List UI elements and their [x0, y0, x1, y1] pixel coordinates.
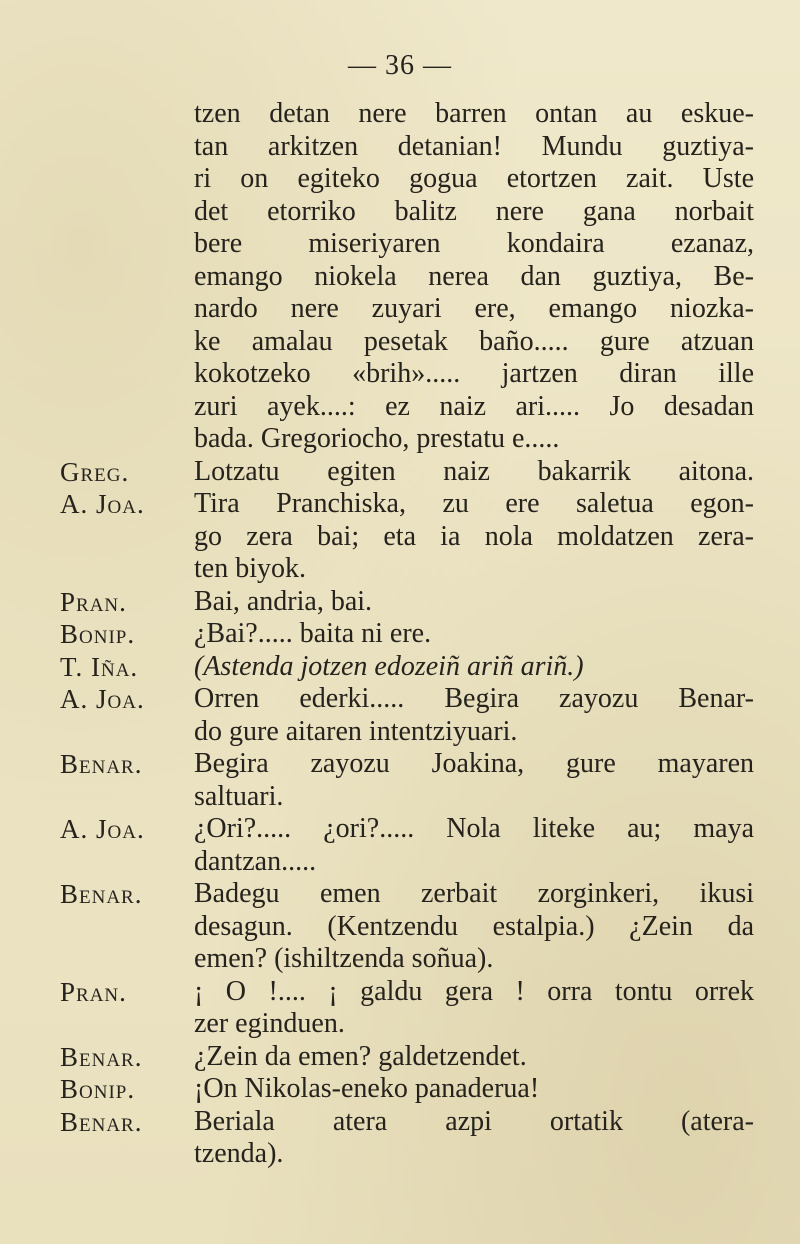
line-text: tan arkitzen detanian! Mundu guztiya-	[194, 130, 754, 162]
text-line	[60, 1138, 770, 1171]
text-line	[60, 846, 770, 879]
line-text: dantzan.....	[194, 845, 317, 877]
line-text: go zera bai; eta ia nola moldatzen zera-	[194, 520, 754, 552]
line-text: ¡ O !.... ¡ galdu gera ! orra tontu orrek	[194, 975, 754, 1007]
line-text: Bai, andria, bai.	[194, 585, 373, 617]
line-text: Orren ederki..... Begira zayozu Benar-	[194, 683, 754, 714]
line-text: Badegu emen zerbait zorginkeri, ikusi	[194, 878, 754, 909]
speaker-name: A. Joa.	[60, 684, 145, 714]
text-line	[60, 488, 770, 521]
text-line	[60, 1106, 770, 1139]
speaker-name: Benar.	[60, 1041, 143, 1072]
text-line	[60, 521, 770, 554]
text-line	[60, 618, 770, 651]
line-text: kokotzeko «brih»..... jartzen diran ille	[194, 358, 754, 389]
line-text: zer eginduen.	[194, 1008, 345, 1039]
line-text: ¿Bai?..... baita ni ere.	[194, 618, 432, 649]
text-line	[60, 196, 770, 229]
line-text: Begira zayozu Joakina, gure mayaren	[194, 748, 754, 779]
line-text: tzenda).	[194, 1138, 284, 1169]
text-line	[60, 781, 770, 814]
line-text: det etorriko balitz nere gana norbait	[194, 195, 754, 227]
text-line	[60, 261, 770, 294]
line-text: nardo nere zuyari ere, emango niozka-	[194, 293, 754, 324]
text-line	[60, 553, 770, 586]
line-text: ten biyok.	[194, 553, 306, 584]
text-line	[60, 423, 770, 456]
text-line	[60, 943, 770, 976]
text-line	[60, 976, 770, 1009]
speaker-name: Benar.	[60, 749, 143, 779]
text-line	[60, 748, 770, 781]
text-line	[60, 391, 770, 424]
text-line	[60, 98, 770, 131]
text-line	[60, 813, 770, 846]
line-text: ke amalau pesetak baño..... gure atzuan	[194, 325, 754, 357]
text-line	[60, 131, 770, 164]
text-line	[60, 293, 770, 326]
speaker-name: Pran.	[60, 976, 127, 1007]
play-text-block	[60, 98, 770, 1171]
line-text: ¿Zein da emen? galdetzendet.	[194, 1040, 527, 1072]
speaker-name: Benar.	[60, 1106, 143, 1137]
text-line	[60, 1008, 770, 1041]
text-line	[60, 326, 770, 359]
stage-direction: (Astenda jotzen edozeiñ ariñ ariñ.)	[194, 650, 584, 682]
line-text: ri on egiteko gogua etortzen zait. Uste	[194, 163, 754, 194]
text-line	[60, 586, 770, 619]
text-line	[60, 358, 770, 391]
text-line	[60, 911, 770, 944]
speaker-name: T. Iña.	[60, 651, 139, 682]
line-text: zuri ayek....: ez naiz ari..... Jo desadan	[194, 390, 754, 422]
line-text: Beriala atera azpi ortatik (atera-	[194, 1105, 754, 1137]
speaker-name: Pran.	[60, 586, 127, 617]
text-line	[60, 163, 770, 196]
line-text: ¿Ori?..... ¿ori?..... Nola liteke au; maya	[194, 813, 754, 844]
speaker-name: A. Joa.	[60, 814, 145, 844]
speaker-name: A. Joa.	[60, 489, 145, 519]
line-text: tzen detan nere barren ontan au eskue-	[194, 98, 754, 129]
line-text: Tira Pranchiska, zu ere saletua egon-	[194, 488, 754, 519]
speaker-name: Benar.	[60, 879, 143, 909]
text-line	[60, 228, 770, 261]
line-text: do gure aitaren intentziyuari.	[194, 715, 518, 747]
line-text: emango niokela nerea dan guztiya, Be-	[194, 260, 754, 292]
page-number: — 36 —	[348, 50, 452, 81]
line-text: Lotzatu egiten naiz bakarrik aitona.	[194, 455, 754, 487]
text-line	[60, 878, 770, 911]
speaker-name: Bonip.	[60, 1074, 136, 1104]
line-text: emen? (ishiltzenda soñua).	[194, 943, 494, 974]
text-line	[60, 683, 770, 716]
line-text: desagun. (Kentzendu estalpia.) ¿Zein da	[194, 910, 754, 942]
line-text: bada. Gregoriocho, prestatu e.....	[194, 423, 560, 454]
line-text: saltuari.	[194, 780, 284, 812]
text-line	[60, 1073, 770, 1106]
text-line	[60, 716, 770, 749]
text-line	[60, 456, 770, 489]
speaker-name: Bonip.	[60, 619, 136, 649]
speaker-name: Greg.	[60, 456, 130, 487]
text-line	[60, 651, 770, 684]
line-text: ¡On Nikolas-eneko panaderua!	[194, 1073, 540, 1104]
text-line	[60, 1041, 770, 1074]
line-text: bere miseriyaren kondaira ezanaz,	[194, 228, 754, 259]
